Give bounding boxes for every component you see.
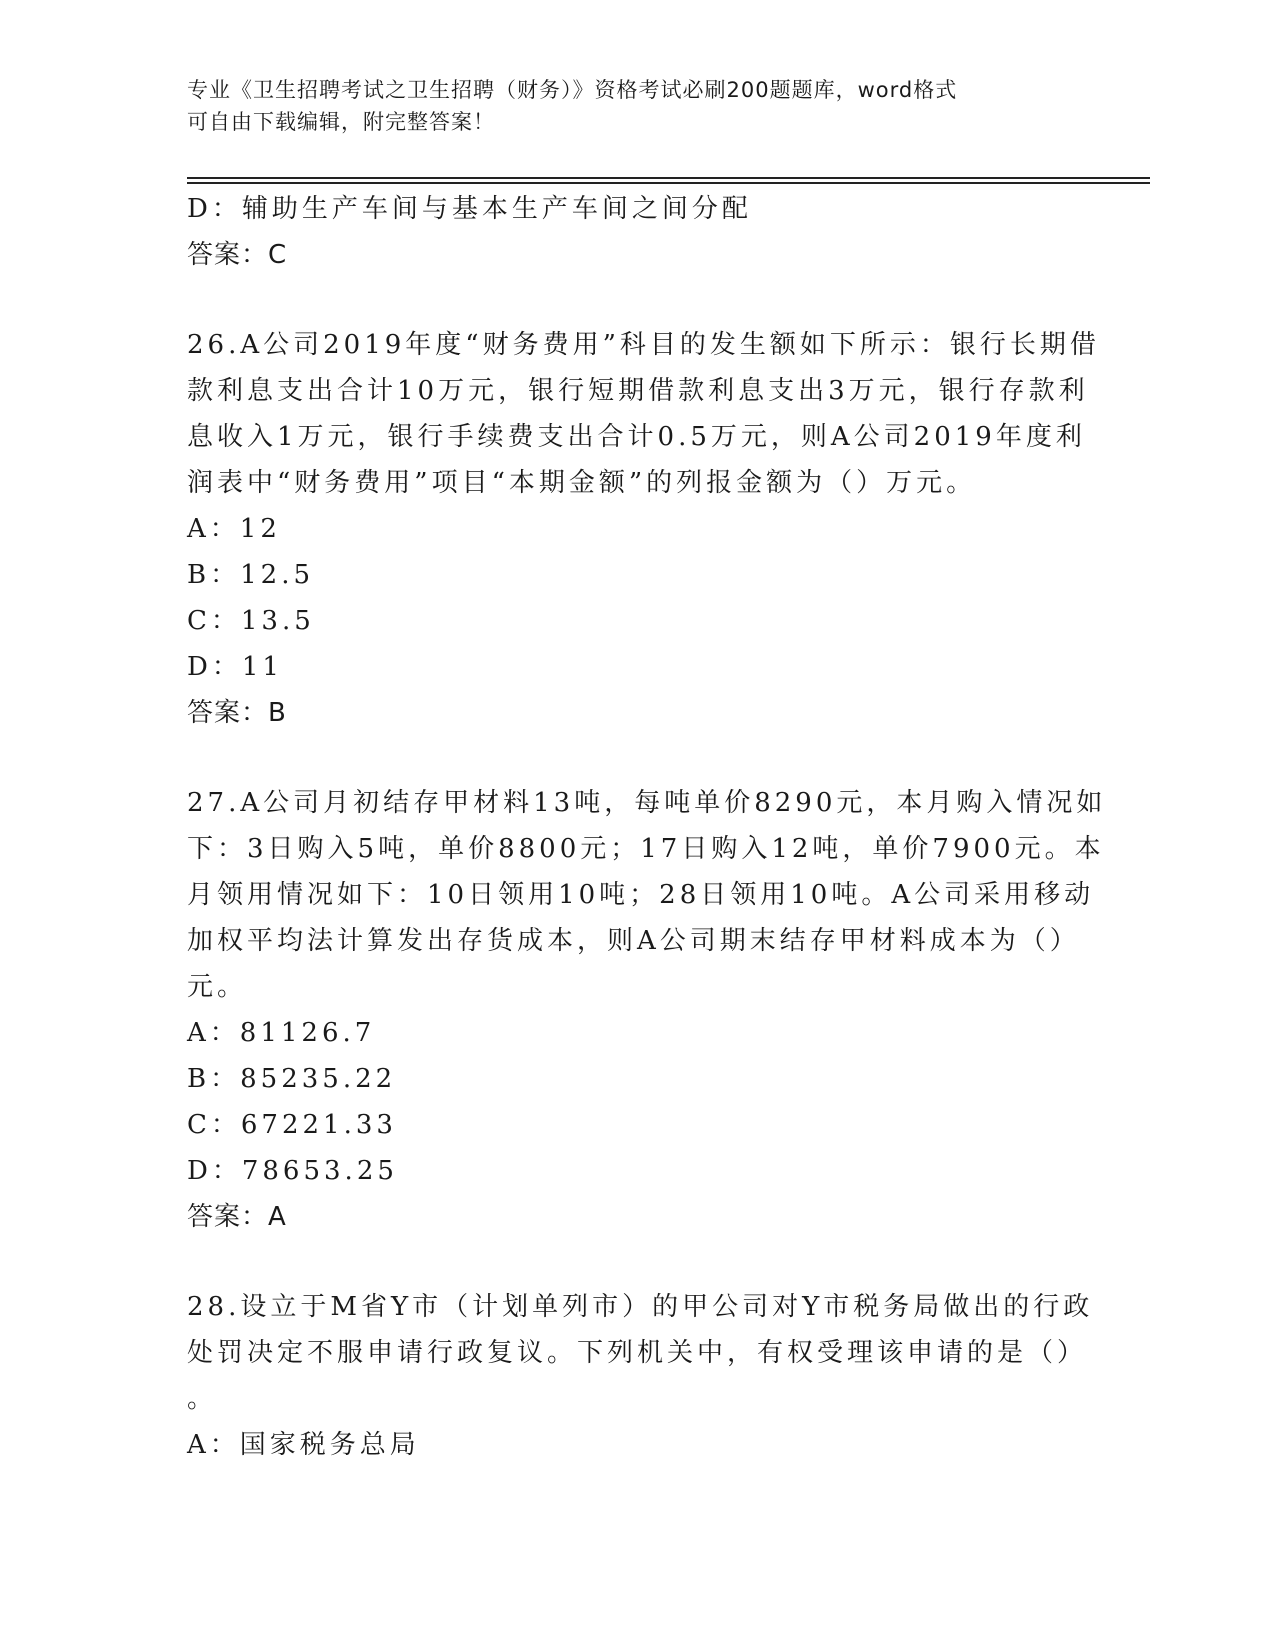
question-stem-line: 下：3日购入5吨，单价8800元；17日购入12吨，单价7900元。本 [187,834,1105,864]
question-27 [187,780,1107,1240]
question-stem-line: 月领用情况如下：10日领用10吨；28日领用10吨。A公司采用移动 [187,880,1095,910]
question-26 [187,322,1100,736]
question-stem-line: 28.设立于M省Y市（计划单列市）的甲公司对Y市税务局做出的行政 [187,1292,1094,1322]
question-stem-line: 加权平均法计算发出存货成本，则A公司期末结存甲材料成本为（） [187,926,1080,956]
option-a: A：12 [187,514,281,544]
option-c: C：67221.33 [187,1110,397,1140]
question-stem-line: 润表中“财务费用”项目“本期金额”的列报金额为（）万元。 [187,468,977,498]
header-divider-bottom [187,182,1150,184]
header-divider-top [187,177,1150,179]
spacer [187,278,1087,322]
question-stem-line: 款利息支出合计10万元，银行短期借款利息支出3万元，银行存款利 [187,376,1089,406]
answer: 答案：A [187,1202,287,1232]
option-a: A：81126.7 [187,1018,376,1048]
question-stem-line: 。 [187,1384,218,1414]
question-stem-line: 息收入1万元，银行手续费支出合计0.5万元，则A公司2019年度利 [187,422,1086,452]
question-stem-line: 处罚决定不服申请行政复议。下列机关中，有权受理该申请的是（） [187,1338,1088,1368]
question-28 [187,1284,1094,1468]
header-line-2: 可自由下载编辑，附完整答案！ [187,110,495,134]
question-stem-line: 元。 [187,972,248,1002]
document-header [187,74,1087,138]
option-b: B：12.5 [187,560,314,590]
answer: 答案：C [187,240,288,270]
option-d: D：11 [187,652,283,682]
answer: 答案：B [187,698,287,728]
option-a: A：国家税务总局 [187,1430,420,1460]
option-d: D：78653.25 [187,1156,398,1186]
question-stem-line: 27.A公司月初结存甲材料13吨，每吨单价8290元，本月购入情况如 [187,788,1107,818]
header-line-1: 专业《卫生招聘考试之卫生招聘（财务）》资格考试必刷200题题库，word格式 [187,78,958,102]
spacer [187,1240,1087,1284]
question-content [187,186,1107,1468]
question-25 [187,186,1087,278]
option-b: B：85235.22 [187,1064,397,1094]
option-d: D：辅助生产车间与基本生产车间之间分配 [187,194,752,224]
option-c: C：13.5 [187,606,315,636]
question-stem-line: 26.A公司2019年度“财务费用”科目的发生额如下所示：银行长期借 [187,330,1100,360]
spacer [187,736,1087,780]
